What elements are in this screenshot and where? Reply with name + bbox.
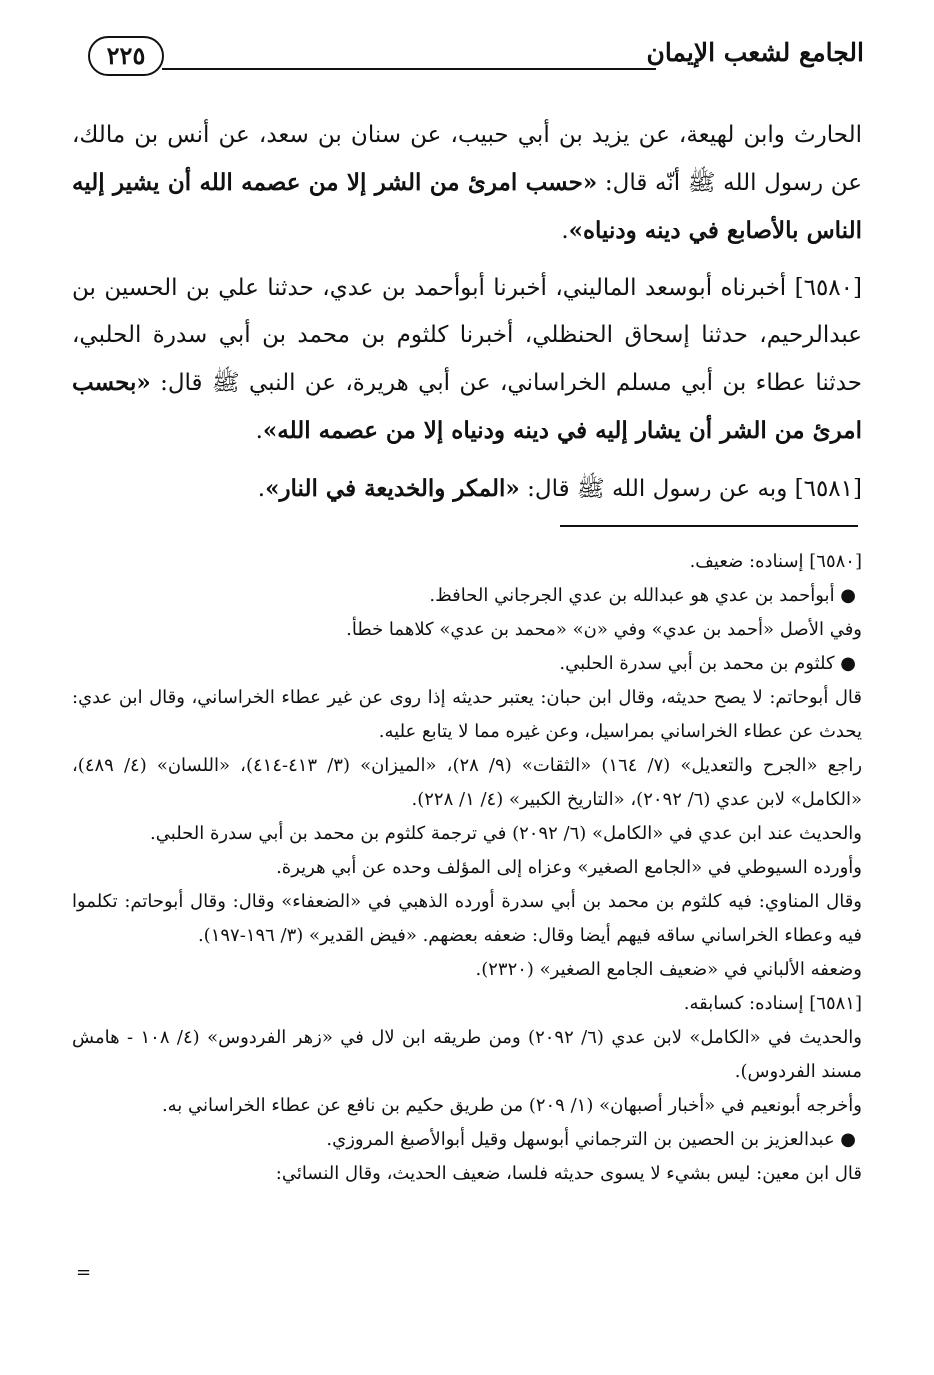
- footnote-line: ● أبوأحمد بن عدي هو عبدالله بن عدي الجرجاني الحافظ.: [429, 585, 856, 606]
- continuation-mark: =: [76, 1262, 92, 1283]
- main-text: [72, 112, 862, 523]
- footnote-line: قال أبوحاتم: لا يصح حديثه، وقال ابن حبان: يعتبر حديثه إذا روى عن غير عطاء الخراساني، وقال ابن عدي: يحدث عن عطاء الخراساني بمراسيل، وعن غيره مما لا يتابع عليه.: [72, 687, 862, 742]
- footnote-line: ● عبدالعزيز بن الحصين بن الترجماني أبوسهل وقيل أبوالأصبغ المروزي.: [326, 1129, 856, 1150]
- footnote-line: [٦٥٨٠] إسناده: ضعيف.: [689, 551, 862, 572]
- header-rule: [162, 68, 656, 70]
- footnote-line: وقال المناوي: فيه كلثوم بن محمد بن أبي سدرة أورده الذهبي في «الضعفاء» وقال: وقال أبوحاتم: تكلموا فيه وعطاء الخراساني ساقه فيهم أيضا وقال: ضعفه بعضهم. «فيض القدير» (٣/ ١٩٦-١٩٧).: [72, 891, 862, 946]
- footnote-line: [٦٥٨١] إسناده: كسابقه.: [683, 993, 862, 1014]
- page-number: ٢٢٥: [88, 36, 164, 76]
- hadith-6581-chain: [٦٥٨١] وبه عن رسول الله ﷺ قال:: [519, 476, 862, 502]
- hadith-6580-chain: [٦٥٨٠] أخبرناه أبوسعد الماليني، أخبرنا أبوأحمد بن عدي، حدثنا علي بن الحسين بن عبدالرحيم، حدثنا إسحاق الحنظلي، أخبرنا كلثوم بن محمد بن أبي سدرة الحلبي، حدثنا عطاء بن أبي مسلم الخراساني، عن أبي هريرة، عن النبي ﷺ قال:: [72, 275, 862, 396]
- footnote-line: وفي الأصل «أحمد بن عدي» وفي «ن» «محمد بن عدي» كلاهما خطأ.: [346, 619, 862, 640]
- footnote-line: راجع «الجرح والتعديل» (٧/ ١٦٤) «الثقات» (٩/ ٢٨)، «الميزان» (٣/ ٤١٣-٤١٤)، «اللسان» (٤/ ٤٨٩)، «الكامل» لابن عدي (٦/ ٢٠٩٢)، «التاريخ الكبير» (٤/ ١/ ٢٢٨).: [72, 755, 863, 810]
- hadith-6581-text: «المكر والخديعة في النار»: [265, 475, 520, 502]
- footnote-line: وأخرجه أبونعيم في «أخبار أصبهان» (١/ ٢٠٩) من طريق حكيم بن نافع عن عطاء الخراساني به.: [161, 1095, 862, 1116]
- footnote-line: ● كلثوم بن محمد بن أبي سدرة الحلبي.: [559, 653, 856, 674]
- footnote-line: والحديث في «الكامل» لابن عدي (٦/ ٢٠٩٢) ومن طريقه ابن لال في «زهر الفردوس» (٤/ ١٠٨ - هامش مسند الفردوس).: [72, 1027, 862, 1082]
- footnote-line: والحديث عند ابن عدي في «الكامل» (٦/ ٢٠٩٢) في ترجمة كلثوم بن محمد بن أبي سدرة الحلبي.: [150, 823, 862, 844]
- hadith-6580-end: .: [255, 418, 263, 444]
- page-header: [80, 30, 864, 90]
- hadith-6581-end: .: [257, 476, 266, 502]
- footnote-separator: [560, 525, 858, 527]
- running-title: الجامع لشعب الإيمان: [646, 38, 864, 67]
- paragraph-hadith-6580: [72, 265, 862, 455]
- footnote-line: وأورده السيوطي في «الجامع الصغير» وعزاه إلى المؤلف وحده عن أبي هريرة.: [276, 857, 862, 878]
- hadith-1-text: «حسب امرئ من الشر إلا من عصمه الله أن يشير إليه الناس بالأصابع في دينه ودنياه»: [72, 169, 862, 244]
- paragraph-hadith-1: [72, 112, 862, 255]
- footnotes: [72, 545, 862, 1191]
- footnote-line: وضعفه الألباني في «ضعيف الجامع الصغير» (٢٣٢٠).: [475, 959, 862, 980]
- hadith-6580-text: «بحسب امرئ من الشر أن يشار إليه في دينه ودنياه إلا من عصمه الله»: [72, 369, 862, 444]
- hadith-1-end: .: [561, 218, 569, 244]
- footnote-line: قال ابن معين: ليس بشيء لا يسوى حديثه فلسا، ضعيف الحديث، وقال النسائي:: [275, 1163, 862, 1184]
- paragraph-hadith-6581: [72, 465, 862, 513]
- hadith-1-chain: الحارث وابن لهيعة، عن يزيد بن أبي حبيب، عن سنان بن سعد، عن أنس بن مالك، عن رسول الله ﷺ أنّه قال:: [72, 122, 862, 196]
